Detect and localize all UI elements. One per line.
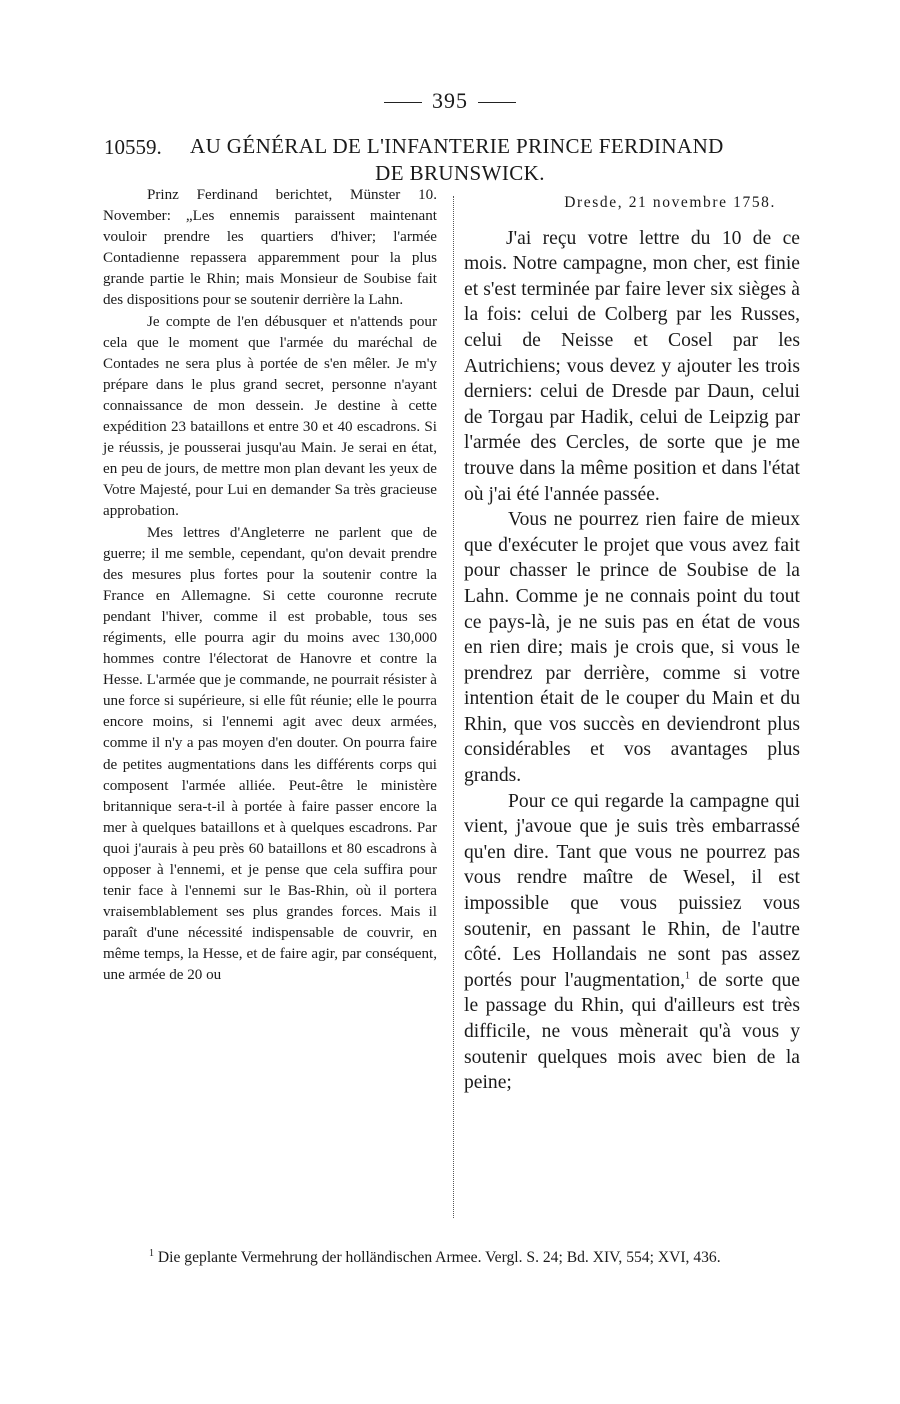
letter-paragraph — [464, 789, 800, 1096]
page-number — [0, 88, 900, 114]
letter-paragraph-text: Pour ce qui regarde la campagne qui vient, j'avoue que je suis très embarrassé qu'en dire. Tant que vous ne pourrez pas vous rendre maître de Wesel, il est impossible que vous puissiez vous soutenir, en passant le Rhin, de l'autre côté. Les Hollandais ne sont pas assez portés pour l'augmentation, — [464, 790, 800, 991]
page-number-text: 395 — [432, 88, 468, 113]
footnote-reference: 1 — [685, 970, 691, 982]
footnote-mark: 1 — [149, 1247, 154, 1259]
letter-heading: AU GÉNÉRAL DE L'INFANTERIE PRINCE FERDINAND — [190, 134, 724, 158]
report-paragraph: Mes lettres d'Angleterre ne parlent que de guerre; il me semble, cependant, qu'on devait prendre des mesures plus fortes pour la soutenir contre la France en Allemagne. Si cette couronne recrute pendant l'hiver, comme il est probable, tous ses régiments, elle pourra agir du moins avec 130,000 hommes contre l'électorat de Hanovre et contre la Hesse. L'armée que je commande, ne pourrait résister à une force si supérieure, si elle fût réunie; elle le pourra encore moins, si l'ennemi agit avec deux armées, comme il n'y a pas moyen d'en douter. On pourra faire de petites augmentations dans les différents corps qui composent l'armée alliée. Peut-être le ministère britannique sera-t-il à portée à faire passer encore la mer à quelques bataillons et à quelques escadrons. Par quoi j'aurais à peu près 60 bataillons et 80 escadrons à opposer à l'ennemi, et je pense que cela suffira pour tenir face à l'ennemi sur le Bas-Rhin, où il portera vraisemblablement ses plus grandes forces. Mais il paraît d'une nécessité indispensable de couvrir, en même temps, la Hesse, et de faire agir, par conséquent, une armée de 20 ou — [103, 524, 437, 984]
column-divider — [453, 196, 454, 1218]
letter-dateline: Dresde, 21 novembre 1758. — [564, 194, 776, 211]
report-paragraph: Prinz Ferdinand berichtet, Münster 10. November: „Les ennemis paraissent maintenant vouloir prendre les quartiers d'hiver; l'armée Contadienne repassera apparemment pour la plus grande partie le Rhin; mais Monsieur de Soubise fait des dispositions pour se soutenir derrière la Lahn. — [103, 187, 437, 309]
page-number-dash-right — [478, 102, 516, 103]
letter-paragraph-text-continued: de sorte que le passage du Rhin, qui d'ailleurs est très difficile, ne vous mènerait qu'à vous y soutenir quelques mois avec bien de la peine; — [464, 969, 800, 1094]
letter-paragraph: J'ai reçu votre lettre du 10 de ce mois. Notre campagne, mon cher, est finie et s'est terminée par faire lever six sièges à la fois: celui de Colberg par les Russes, celui de Neisse et Cosel par les Autrichiens; vous devez y ajouter les trois derniers: celui de Dresde par Daun, celui de Torgau par Hadik, celui de Leipzig par l'armée des Cercles, de sorte que je me trouve dans la même position et dans l'état où j'ai été l'année passée. — [464, 227, 800, 505]
page-number-dash-left — [384, 102, 422, 103]
footnote — [103, 1246, 803, 1269]
letter-paragraph: Vous ne pourrez rien faire de mieux que d'exécuter le projet que vous avez fait pour chasser le prince de Soubise de la Lahn. Comme je ne connais point du tout ce pays-là, je ne suis pas en état de vous en rien dire; mais je crois que, si vous le prendrez par derrière, comme si votre intention était de le couper du Main et du Rhin, que vos succès en deviendront plus considérables et vos avantages plus grands. — [464, 509, 800, 787]
letter-heading-continued: DE BRUNSWICK. — [375, 161, 545, 185]
report-paragraph: Je compte de l'en débusquer et n'attends pour cela que le moment que l'armée du maréchal de Contades ne sera plus à portée de s'en mêler. Je m'y prépare dans le plus grand secret, personne n'ayant connaissance de mon dessein. Je destine à cette expédition 23 bataillons et entre 30 et 40 escadrons. Si je réussis, je pousserai jusqu'au Main. Je serai en état, en peu de jours, de mettre mon plan devant les yeux de Votre Majesté, pour Lui en demander Sa très gracieuse approbation. — [103, 313, 437, 520]
right-column-letter — [464, 190, 800, 1096]
letter-number: 10559. — [104, 135, 162, 159]
footnote-text: Die geplante Vermehrung der holländischen Armee. Vergl. S. 24; Bd. XIV, 554; XVI, 436. — [154, 1249, 721, 1266]
left-column-report — [103, 185, 437, 987]
